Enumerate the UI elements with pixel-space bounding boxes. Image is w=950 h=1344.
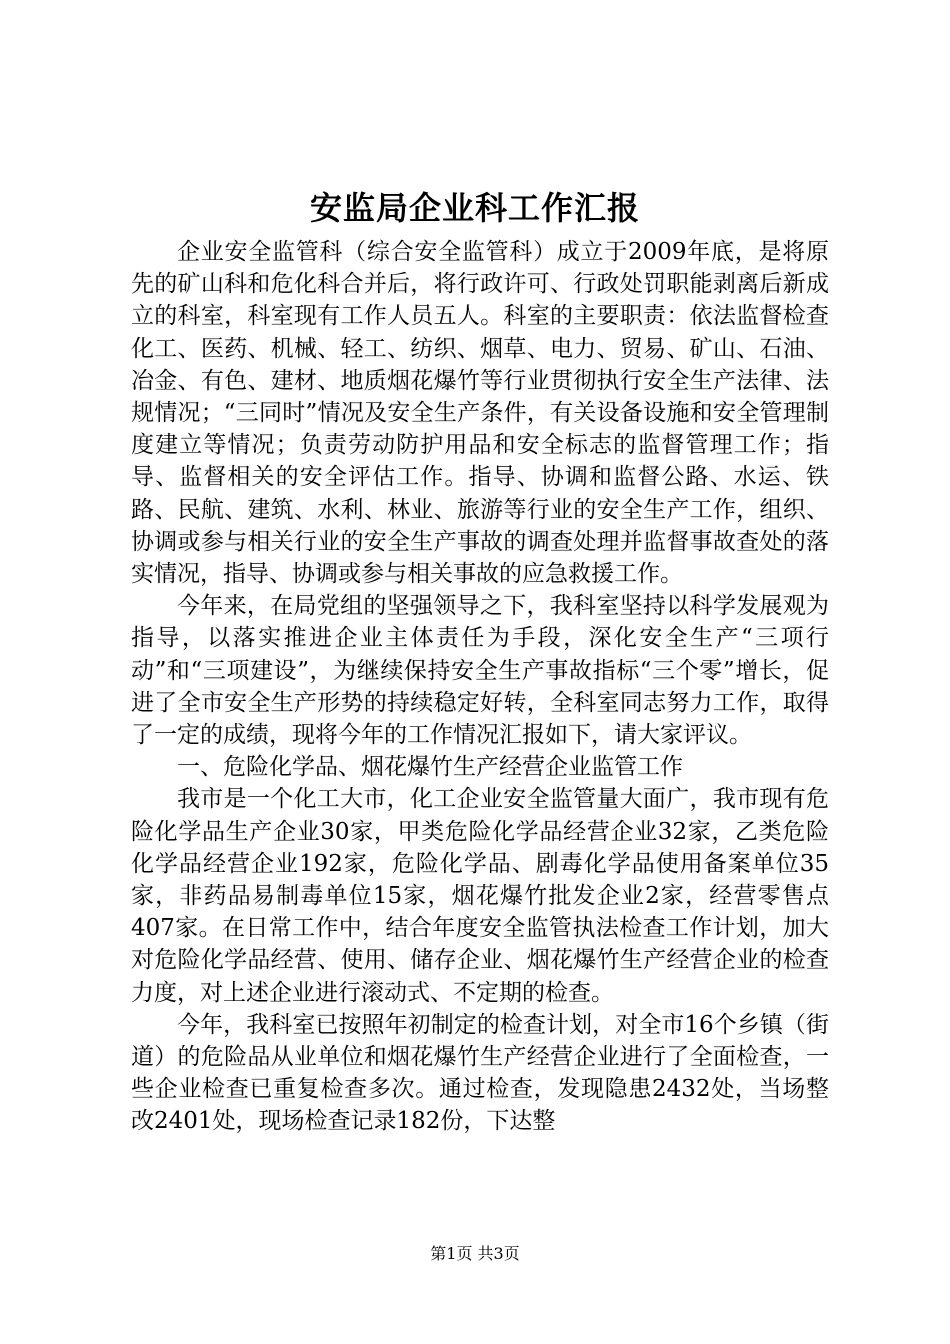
document-body (131, 236, 829, 1138)
paragraph-section-1: 我市是一个化工大市，化工企业安全监管量大面广，我市现有危险化学品生产企业30家，甲类危险化学品经营企业32家，乙类危险化学品经营企业192家，危险化学品、剧毒化学品使用备案单位35家，非药品易制毒单位15家，烟花爆竹批发企业2家，经营零售点407家。在日常工作中，结合年度安全监管执法检查工作计划，加大对危险化学品经营、使用、储存企业、烟花爆竹生产经营企业的检查力度，对上述企业进行滚动式、不定期的检查。 (131, 786, 829, 1006)
document-title: 安监局企业科工作汇报 (309, 189, 640, 227)
page-number-footer: 第1页 共3页 (430, 1244, 520, 1263)
section-heading-1: 一、危险化学品、烟花爆竹生产经营企业监管工作 (177, 754, 683, 781)
paragraph-summary: 今年来，在局党组的坚强领导之下，我科室坚持以科学发展观为指导，以落实推进企业主体责任为手段，深化安全生产“三项行动”和“三项建设”，为继续保持安全生产事故指标“三个零”增长，促进了全市安全生产形势的持续稳定好转，全科室同志努力工作，取得了一定的成绩，现将今年的工作情况汇报如下，请大家评议。 (131, 593, 829, 749)
paragraph-inspection: 今年，我科室已按照年初制定的检查计划，对全市16个乡镇（街道）的危险品从业单位和烟花爆竹生产经营企业进行了全面检查，一些企业检查已重复检查多次。通过检查，发现隐患2432处，当场整改2401处，现场检查记录182份，下达整 (131, 1011, 829, 1135)
paragraph-intro: 企业安全监管科（综合安全监管科）成立于2009年底，是将原先的矿山科和危化科合并后，将行政许可、行政处罚职能剥离后新成立的科室，科室现有工作人员五人。科室的主要职责：依法监督检查化工、医药、机械、轻工、纺织、烟草、电力、贸易、矿山、石油、冶金、有色、建材、地质烟花爆竹等行业贯彻执行安全生产法律、法规情况；“三同时”情况及安全生产条件，有关设备设施和安全管理制度建立等情况；负责劳动防护用品和安全标志的监督管理工作；指导、监督相关的安全评估工作。指导、协调和监督公路、水运、铁路、民航、建筑、水利、林业、旅游等行业的安全生产工作，组织、协调或参与相关行业的安全生产事故的调查处理并监督事故查处的落实情况，指导、协调或参与相关事故的应急救援工作。 (131, 239, 829, 588)
